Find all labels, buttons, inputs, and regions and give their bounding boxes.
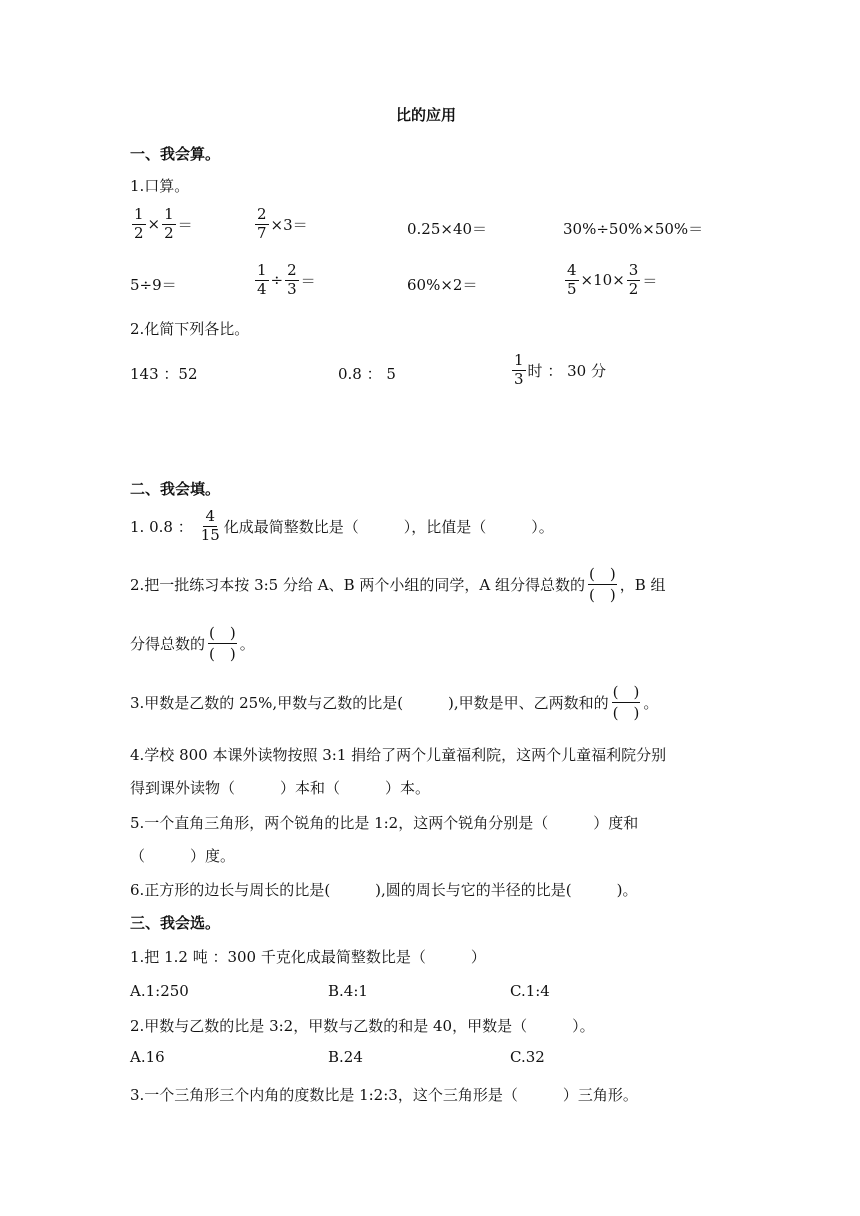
fill-q5-line2: （ ）度。 xyxy=(130,847,236,865)
oral-item-6: $\frac{1}{4}$ ÷ $\frac{2}{3}$ ＝ xyxy=(257,261,316,298)
fraction: $\frac{1}{2}$ xyxy=(134,205,144,242)
section-heading-calc: 一、我会算。 xyxy=(130,145,221,163)
choose-q1-option-c[interactable]: C.1:4 xyxy=(510,982,550,1000)
fill-q2-line1: 2.把一批练习本按 3:5 分给 A、B 两个小组的同学，A 组分得总数的 $\frac{( )}{( )}$ ，B 组 xyxy=(130,565,666,604)
oral-item-2: $\frac{2}{7}$ ×3＝ xyxy=(257,205,308,242)
choose-q2-option-b[interactable]: B.24 xyxy=(328,1048,363,1066)
ratio-item-2: 0.8 ： 5 xyxy=(338,365,396,383)
fill-q6: 6.正方形的边长与周长的比是( ),圆的周长与它的半径的比是( )。 xyxy=(130,881,638,899)
fill-q3: 3.甲数是乙数的 25%,甲数与乙数的比是( ),甲数是甲、乙两数和的 $\frac{( )}{( )}$ 。 xyxy=(130,683,659,722)
fill-q4-line2: 得到课外读物（ ）本和（ ）本。 xyxy=(130,779,431,797)
fraction: $\frac{1}{4}$ xyxy=(257,261,267,298)
section-heading-fill: 二、我会填。 xyxy=(130,480,221,498)
oral-item-3: 0.25×40＝ xyxy=(407,220,488,238)
blank-fraction[interactable]: $\frac{( )}{( )}$ xyxy=(588,565,616,604)
fill-q2-line2: 分得总数的 $\frac{( )}{( )}$ 。 xyxy=(130,624,255,663)
fraction: $\frac{3}{2}$ xyxy=(628,261,639,298)
oral-item-5: 5÷9＝ xyxy=(130,276,177,294)
oral-item-7: 60%×2＝ xyxy=(407,276,478,294)
section-heading-choose: 三、我会选。 xyxy=(130,914,221,932)
choose-q3: 3.一个三角形三个内角的度数比是 1:2:3，这个三角形是（ ）三角形。 xyxy=(130,1086,638,1104)
choose-q1-option-b[interactable]: B.4:1 xyxy=(328,982,368,1000)
choose-q2: 2.甲数与乙数的比是 3:2，甲数与乙数的和是 40，甲数是（ ）。 xyxy=(130,1017,595,1035)
choose-q1: 1.把 1.2 吨 ：300 千克化成最简整数比是（ ） xyxy=(130,948,486,966)
fraction: $\frac{4}{15}$ xyxy=(200,507,220,544)
page-title: 比的应用 xyxy=(396,106,457,124)
oral-item-4: 30%÷50%×50%＝ xyxy=(563,220,704,238)
subheading-oral: 1.口算。 xyxy=(130,177,190,195)
oral-item-1: $\frac{1}{2}$ × $\frac{1}{2}$ ＝ xyxy=(134,205,193,242)
fill-q1: 1. 0.8 ： $\frac{4}{15}$ 化成最简整数比是（ ），比值是（ ）。 xyxy=(130,507,554,544)
fill-q5-line1: 5.一个直角三角形，两个锐角的比是 1:2，这两个锐角分别是（ ）度和 xyxy=(130,814,639,832)
fraction: $\frac{1}{3}$ xyxy=(514,351,524,388)
choose-q2-option-c[interactable]: C.32 xyxy=(510,1048,545,1066)
blank-fraction[interactable]: $\frac{( )}{( )}$ xyxy=(209,624,236,663)
choose-q2-option-a[interactable]: A.16 xyxy=(130,1048,165,1066)
ratio-item-3: $\frac{1}{3}$ 时 ： 30 分 xyxy=(514,351,606,388)
fraction: $\frac{4}{5}$ xyxy=(567,261,577,298)
oral-item-8: $\frac{4}{5}$ ×10× $\frac{3}{2}$ ＝ xyxy=(567,261,658,298)
fill-q4-line1: 4.学校 800 本课外读物按照 3:1 捐给了两个儿童福利院，这两个儿童福利院分别 xyxy=(130,746,667,764)
choose-q1-option-a[interactable]: A.1:250 xyxy=(130,982,189,1000)
ratio-item-1: 143 ：52 xyxy=(130,365,198,383)
subheading-simplify: 2.化简下列各比。 xyxy=(130,320,250,338)
blank-fraction[interactable]: $\frac{( )}{( )}$ xyxy=(612,683,640,722)
fraction: $\frac{1}{2}$ xyxy=(164,205,174,242)
fraction: $\frac{2}{7}$ xyxy=(257,205,267,242)
fraction: $\frac{2}{3}$ xyxy=(287,261,297,298)
